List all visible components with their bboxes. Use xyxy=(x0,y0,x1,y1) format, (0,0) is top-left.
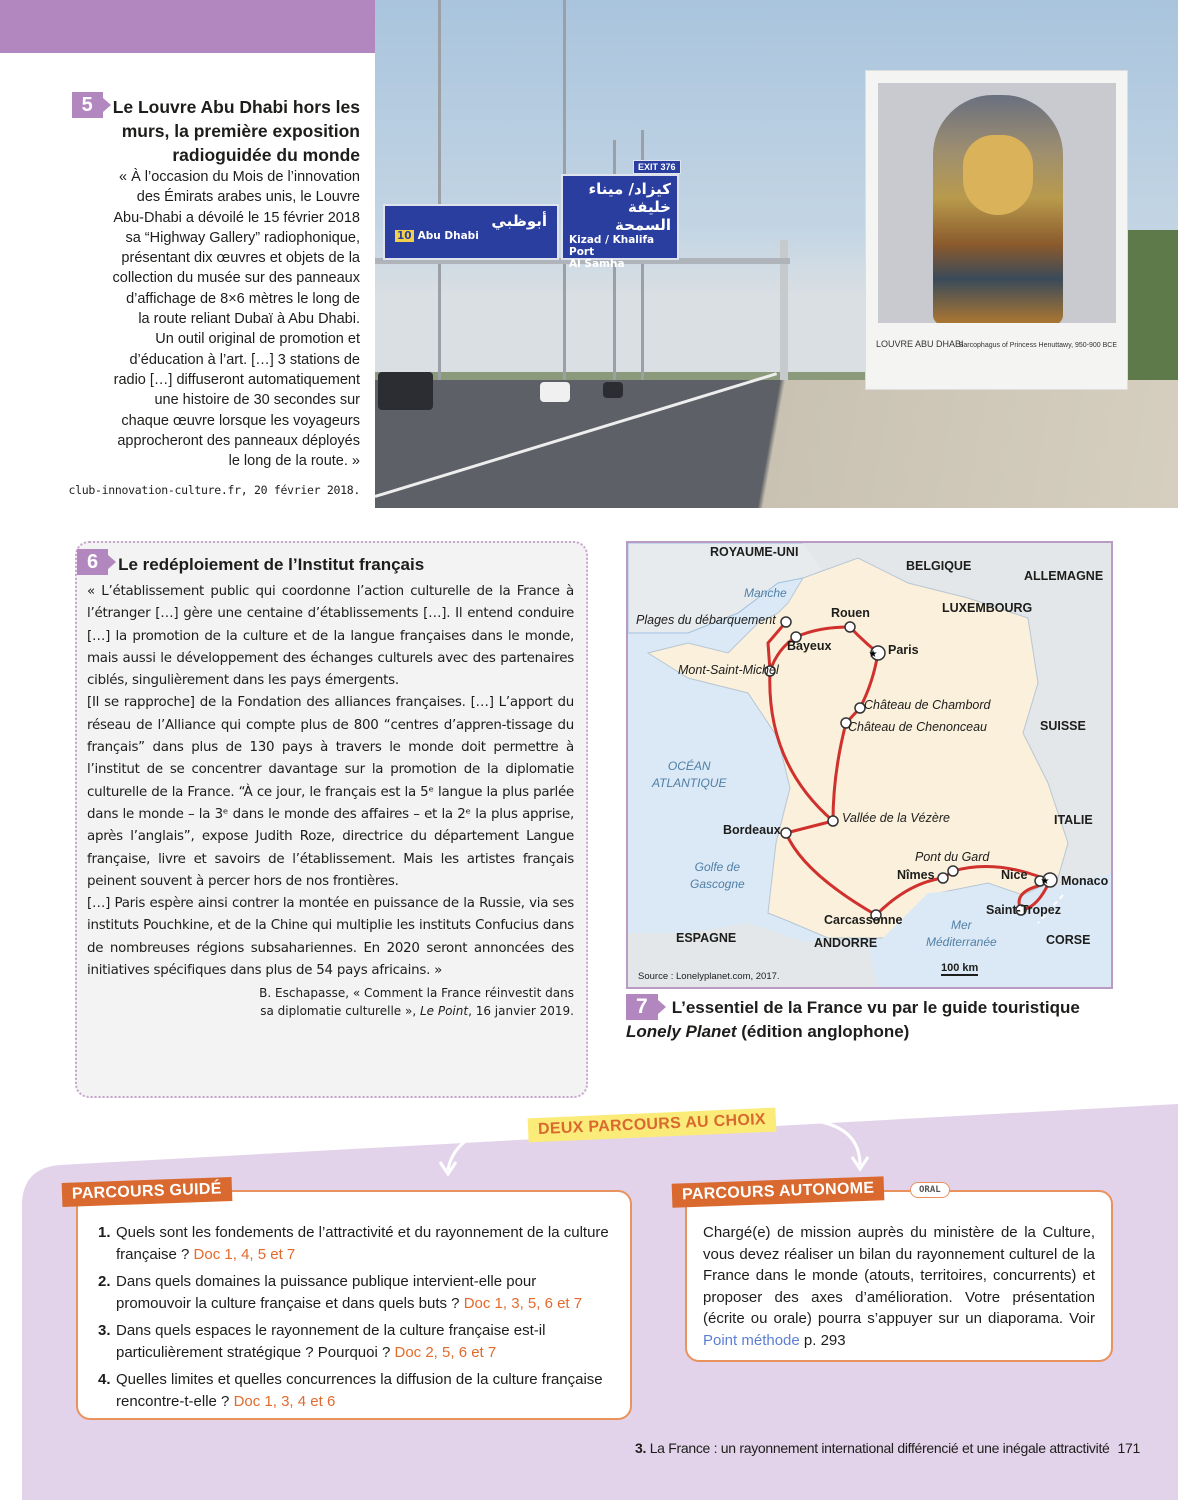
doc5-number-badge: 5 xyxy=(72,92,103,118)
guided-questions xyxy=(78,1192,630,1413)
page-number: 171 xyxy=(1117,1440,1140,1456)
label-ocean-atlantique: OCÉAN ATLANTIQUE xyxy=(652,759,727,790)
label-saint-tropez: Saint-Tropez xyxy=(986,903,1062,917)
sarcophagus-image xyxy=(878,83,1116,323)
map-scale: 100 km xyxy=(941,962,979,974)
map-source: Source : Lonelyplanet.com, 2017. xyxy=(638,971,780,982)
label-nice: Nice xyxy=(1001,868,1028,882)
parcours-autonome-label: PARCOURS AUTONOME xyxy=(672,1176,885,1207)
france-map xyxy=(626,541,1113,989)
label-luxembourg: LUXEMBOURG xyxy=(942,601,1033,615)
label-bordeaux: Bordeaux xyxy=(723,823,781,837)
doc6-quote: « L’établissement public qui coordonne l’action culturelle de la France à l’étranger […] gère une centaine d’établissements […]. Il entend conduire […] la promotion de la culture et de la langue françaises dans le monde, mais aussi le développement des échanges culturels avec des partenaires ciblés, singulièrement dans les pays émergents. [Il se rapproche] de la Fondation des alliances françaises. […] L’apport du réseau de l’Alliance qui compte plus de 800 “centres d’appren-tissage du français” dans plus de 130 pays à travers le monde doit permettre à l’institut de se concentrer davantage sur la promotion de la diplomatie culturelle de la France. “À ce jour, le français est la 5ᵉ langue la plus parlée dans le monde – la 3ᵉ dans le monde des affaires – et la 2ᵉ la plus apprise, après l’anglais”, expose Judith Roze, directrice du département Langue française, livre et savoirs de l’établissement. Mais les artistes français peinent souvent à percer hors de nos frontières. […] Paris espère ainsi contrer la montée en puissance de la Russie, via ses instituts Pouchkine, et de la Chine qui multiplie les instituts Confucius dans de nombreuses régions subsahariennes. En 2020 seront annoncées des initiatives spécifiques dans plus de 54 pays africains. » xyxy=(87,584,574,979)
label-royaume-uni: ROYAUME-UNI xyxy=(710,545,799,559)
label-andorre: ANDORRE xyxy=(814,936,878,950)
label-plages: Plages du débarquement xyxy=(636,613,776,627)
label-paris: Paris xyxy=(888,643,919,657)
billboard-caption: Sarcophagus of Princess Henuttawy, 950-900 BCE xyxy=(958,342,1117,349)
label-suisse: SUISSE xyxy=(1040,719,1086,733)
road-sign-kizad: كيزاد/ ميناء خليفة السمحة Kizad / Khalifa Port Al Samha xyxy=(561,174,679,260)
doc-reference: Doc 1, 3, 4 et 6 xyxy=(233,1393,336,1410)
label-espagne: ESPAGNE xyxy=(676,931,737,945)
label-pont-du-gard: Pont du Gard xyxy=(915,850,990,864)
doc-reference: Doc 1, 3, 5, 6 et 7 xyxy=(463,1295,583,1312)
label-nimes: Nîmes xyxy=(897,868,935,882)
doc6-title: 6 Le redéploiement de l’Institut français xyxy=(77,549,574,581)
page-footer: 3. La France : un rayonnement international différencié et une inégale attractivité 171 xyxy=(635,1440,1140,1456)
parcours-autonome-box: Chargé(e) de mission auprès du ministère de la Culture, vous devez réaliser un bilan du rayonnement culturel de la France dans le monde (atouts, territoires, concurrents) et proposer des axes d’amélioration. Votre présentation (écrite ou orale) pourra s’appuyer sur un diaporama. Voir Point méthode p. 293 xyxy=(685,1190,1113,1362)
road-sign-abu-dhabi: أبوظبي 10 Abu Dhabi xyxy=(383,204,559,260)
label-vezere: Vallée de la Vézère xyxy=(842,811,950,825)
exit-number: EXIT 376 xyxy=(633,160,681,174)
doc6-source: B. Eschapasse, « Comment la France réinvestit dans sa diplomatie culturelle », Le Point, 16 janvier 2019. xyxy=(259,986,574,1019)
svg-text:★: ★ xyxy=(1040,876,1050,887)
label-rouen: Rouen xyxy=(831,606,870,620)
label-belgique: BELGIQUE xyxy=(906,559,972,573)
louvre-abu-dhabi-logo: LOUVRE ABU DHABI xyxy=(876,339,964,349)
doc-reference: Doc 1, 4, 5 et 7 xyxy=(193,1246,296,1263)
doc5-title: 5 Le Louvre Abu Dhabi hors les murs, la première exposition radioguidée du monde xyxy=(60,92,360,167)
question-1: 1. Quels sont les fondements de l’attractivité et du rayonnement de la culture française ? Doc 1, 4, 5 et 7 xyxy=(98,1224,609,1263)
doc7-caption: 7 L’essentiel de la France vu par le guide touristique Lonely Planet (édition anglophone) xyxy=(626,995,1080,1041)
label-carcassonne: Carcassonne xyxy=(824,913,903,927)
label-allemagne: ALLEMAGNE xyxy=(1024,569,1104,583)
label-manche: Manche xyxy=(744,586,787,600)
doc5-quote: « À l’occasion du Mois de l’innovation des Émirats arabes unis, le Louvre Abu-Dhabi a dévoilé le 15 février 2018 sa “Highway Gallery” radiophonique, présentant dix œuvres et objets de la collection du musée sur des panneaux d’affichage de 8×6 mètres le long de la route reliant Dubaï à Abu Dhabi. Un outil original de promotion et d’éducation à l’art. […] 3 stations de radio […] diffuseront automatiquement une histoire de 30 secondes sur chaque œuvre lorsque les voyageurs approcheront des panneaux déployés le long de la route. » xyxy=(112,169,360,470)
label-monaco: Monaco xyxy=(1061,874,1109,888)
label-chenonceau: Château de Chenonceau xyxy=(848,720,988,734)
question-2: 2. Dans quels domaines la puissance publique intervient-elle pour promouvoir la culture française et dans quels buts ? Doc 1, 3, 5, 6 et 7 xyxy=(98,1273,583,1312)
label-italie: ITALIE xyxy=(1054,813,1093,827)
louvre-billboard xyxy=(865,70,1128,390)
label-mont-saint-michel: Mont-Saint-Michel xyxy=(678,663,779,677)
parcours-guide-box xyxy=(76,1190,632,1420)
label-mediterranee: Mer Méditerranée xyxy=(926,918,997,949)
doc-reference: Doc 2, 5, 6 et 7 xyxy=(394,1344,497,1361)
doc7-number-badge: 7 xyxy=(626,994,658,1020)
point-methode-link[interactable]: Point méthode xyxy=(703,1331,800,1349)
car xyxy=(378,372,433,410)
label-chambord: Château de Chambord xyxy=(864,698,991,712)
header-color-band xyxy=(0,0,375,53)
parcours-guide-label: PARCOURS GUIDÉ xyxy=(62,1177,232,1207)
document-5 xyxy=(60,92,360,497)
question-4: 4. Quelles limites et quelles concurrences la diffusion de la culture française rencontre-t-elle ? Doc 1, 3, 4 et 6 xyxy=(98,1371,603,1410)
document-6 xyxy=(75,541,588,1098)
label-corse: CORSE xyxy=(1046,933,1091,947)
label-bayeux: Bayeux xyxy=(787,639,832,653)
choice-banner: DEUX PARCOURS AU CHOIX xyxy=(528,1108,777,1143)
svg-text:★: ★ xyxy=(868,649,878,660)
question-3: 3. Dans quels espaces le rayonnement de la culture française est-il particulièrement stratégique ? Pourquoi ? Doc 2, 5, 6 et 7 xyxy=(98,1322,546,1361)
oral-speech-bubble-icon: ORAL xyxy=(910,1182,950,1198)
label-golfe-gascogne: Golfe de Gascogne xyxy=(690,860,745,891)
doc6-number-badge: 6 xyxy=(77,549,108,575)
doc5-source: club-innovation-culture.fr, 20 février 2018. xyxy=(68,483,360,498)
highway-gallery-photo xyxy=(375,0,1178,508)
